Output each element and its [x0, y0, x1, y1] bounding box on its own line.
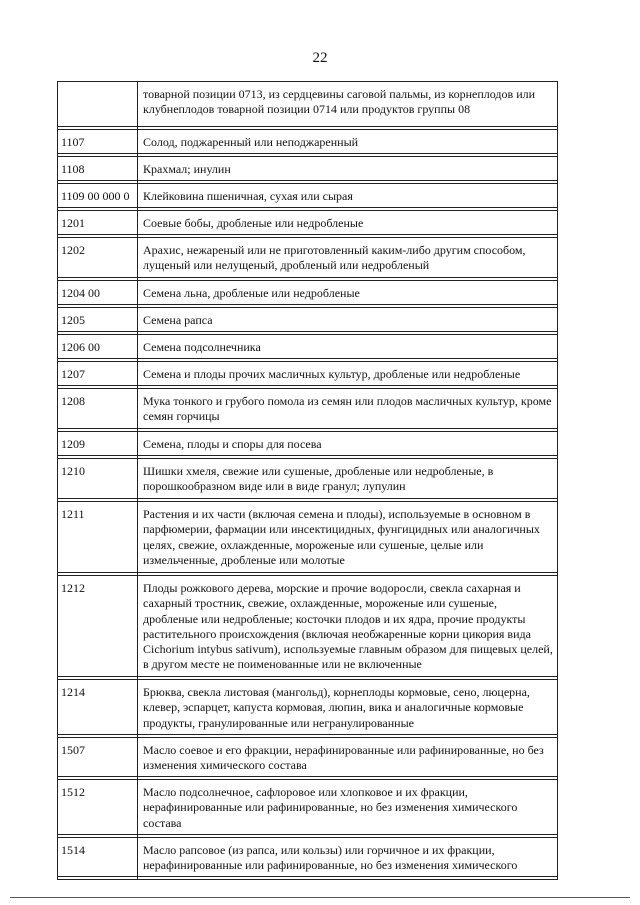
description-cell: Масло рапсовое (из рапса, или кользы) или горчичное и их фракции, нерафинированные или рафинированные, но без изменения химического	[138, 838, 558, 880]
table-row	[58, 238, 558, 281]
code-cell: 1507	[58, 738, 138, 780]
description-cell: Семена, плоды и споры для посева	[138, 432, 558, 459]
code-cell: 1212	[58, 576, 138, 680]
description-cell: Растения и их части (включая семена и плоды), используемые в основном в парфюмерии, фармации или инсектицидных, фунгицидных или аналогичных целях, свежие, охлажденные, мороженые или сушеные, целые или измельченные, дробленые или молотые	[138, 502, 558, 576]
page-bottom-rule	[10, 897, 630, 898]
table-row	[58, 680, 558, 738]
description-cell: Плоды рожкового дерева, морские и прочие водоросли, свекла сахарная и сахарный тростник, свежие, охлажденные, мороженые или сушеные, дробленые или недробленые; косточки плодов и их ядра, прочие продукты растительного происхождения (включая необжаренные корни цикория вида Cichorium intybus sativum), используемые главным образом для пищевых целей, в другом месте не поименованные или не включенные	[138, 576, 558, 680]
table-body	[58, 82, 558, 880]
table-row	[58, 82, 558, 130]
table-row	[58, 389, 558, 432]
description-cell: Мука тонкого и грубого помола из семян или плодов масличных культур, кроме семян горчицы	[138, 389, 558, 432]
table-row	[58, 738, 558, 780]
description-cell: Семена льна, дробленые или недробленые	[138, 281, 558, 308]
description-cell: Солод, поджаренный или неподжаренный	[138, 130, 558, 157]
description-cell: Масло соевое и его фракции, нерафинированные или рафинированные, но без изменения химического состава	[138, 738, 558, 780]
table-row	[58, 308, 558, 335]
code-cell: 1108	[58, 157, 138, 184]
table-row	[58, 502, 558, 576]
code-cell: 1204 00	[58, 281, 138, 308]
code-cell: 1211	[58, 502, 138, 576]
table-row	[58, 184, 558, 211]
description-cell: товарной позиции 0713, из сердцевины саговой пальмы, из корнеплодов или клубнеплодов товарной позиции 0714 или продуктов группы 08	[138, 82, 558, 130]
table-row	[58, 432, 558, 459]
code-cell: 1210	[58, 459, 138, 502]
table-row	[58, 838, 558, 880]
code-cell: 1201	[58, 211, 138, 238]
description-cell: Арахис, нежареный или не приготовленный каким-либо другим способом, лущеный или нелущеный, дробленый или недробленый	[138, 238, 558, 281]
table-row	[58, 780, 558, 838]
code-cell: 1109 00 000 0	[58, 184, 138, 211]
description-cell: Шишки хмеля, свежие или сушеные, дробленые или недробленые, в порошкообразном виде или в виде гранул; лупулин	[138, 459, 558, 502]
description-cell: Семена и плоды прочих масличных культур, дробленые или недробленые	[138, 362, 558, 389]
table-row	[58, 362, 558, 389]
table-row	[58, 281, 558, 308]
description-cell: Масло подсолнечное, сафлоровое или хлопковое и их фракции, нерафинированные или рафинированные, но без изменения химического состава	[138, 780, 558, 838]
code-cell: 1209	[58, 432, 138, 459]
description-cell: Соевые бобы, дробленые или недробленые	[138, 211, 558, 238]
code-cell: 1214	[58, 680, 138, 738]
table-row	[58, 211, 558, 238]
code-cell: 1202	[58, 238, 138, 281]
commodity-code-table	[57, 81, 558, 880]
code-cell: 1107	[58, 130, 138, 157]
code-cell: 1207	[58, 362, 138, 389]
code-cell: 1206 00	[58, 335, 138, 362]
code-cell: 1205	[58, 308, 138, 335]
code-cell: 1208	[58, 389, 138, 432]
description-cell: Семена рапса	[138, 308, 558, 335]
description-cell: Брюква, свекла листовая (мангольд), корнеплоды кормовые, сено, люцерна, клевер, эспарцет, капуста кормовая, люпин, вика и аналогичные кормовые продукты, гранулированные или негранулированные	[138, 680, 558, 738]
table-row	[58, 157, 558, 184]
description-cell: Семена подсолнечника	[138, 335, 558, 362]
code-cell	[58, 82, 138, 130]
table-row	[58, 576, 558, 680]
description-cell: Крахмал; инулин	[138, 157, 558, 184]
code-cell: 1512	[58, 780, 138, 838]
table-row	[58, 335, 558, 362]
table-row	[58, 459, 558, 502]
code-cell: 1514	[58, 838, 138, 880]
description-cell: Клейковина пшеничная, сухая или сырая	[138, 184, 558, 211]
table-row	[58, 130, 558, 157]
page-number: 22	[312, 50, 328, 66]
